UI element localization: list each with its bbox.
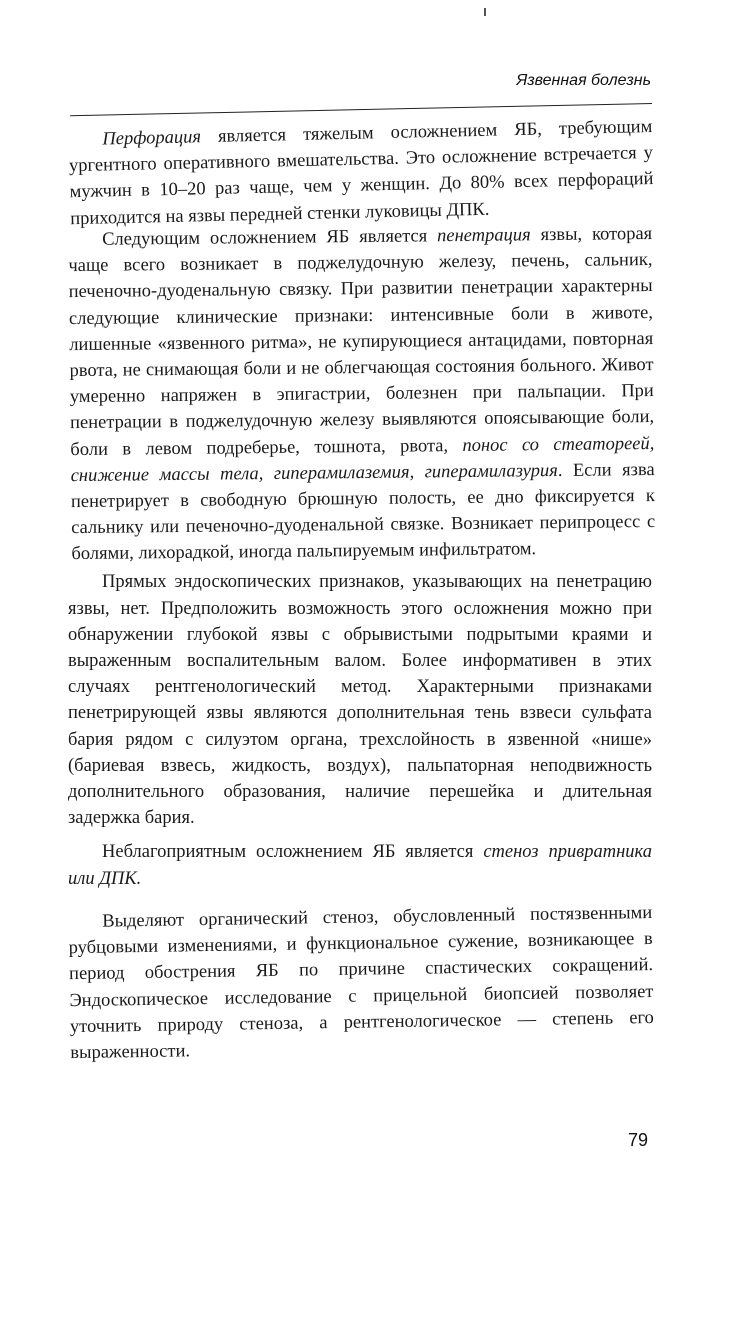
paragraph-text: Прямых эндоскопических признаков, указывающих на пенетрацию язвы, нет. Предположить возможность этого осложнения можно при обнаружении глубокой язвы с обрывистыми подрытыми краями и выраженным воспалительным валом. Более информативен в этих случаях рентгенологический метод. Характерными признаками пенетрирующей язвы являются дополнительная тень взвеси сульфата бария рядом с силуэтом органа, трехслойность в язвенной «нише» (бариевая взвесь, жидкость, воздух), пальпаторная неподвижность дополнительного образования, наличие перешейка и длительная задержка бария. <box>68 572 652 829</box>
paragraph-text: Выделяют органический стеноз, обусловленный постязвенными рубцовыми изменениями, и функциональное сужение, возникающее в период обострения ЯБ по причине спастических сокращений. Эндоскопическое исследование с прицельной биопсией позволяет уточнить природу стеноза, а рентгенологическое — степень его выраженности. <box>68 902 655 1064</box>
paragraph-perforation <box>68 114 654 232</box>
paragraph-text: Неблагоприятным осложнением ЯБ является <box>102 842 484 863</box>
scan-mark <box>484 8 486 16</box>
term-stenosis: стеноз привратника или ДПК. <box>68 842 652 889</box>
body-text <box>68 114 656 1065</box>
paragraph-penetration <box>68 221 656 568</box>
running-header: Язвенная болезнь <box>516 72 651 89</box>
paragraph-text: . Если язва пенетрирует в свободную брюшную полость, ее дно фиксируется к сальнику или печеночно-дуоденальной связке. Возникает перипроцесс с болями, лихорадкой, иногда пальпируемым инфильтратом. <box>70 459 656 565</box>
paragraph-stenosis <box>68 839 652 891</box>
term-perforation: Перфорация <box>102 127 202 150</box>
paragraph-text: является тяжелым осложнением ЯБ, требующим ургентного оперативного вмешательства. Это осложнение встречается у мужчин в 10–20 раз чаще, чем у женщин. До 80% всех перфораций приходится на язвы передней стенки луковицы ДПК. <box>68 116 654 229</box>
paragraph-stenosis-types <box>68 900 654 1066</box>
term-penetration: пенетрация <box>436 225 531 247</box>
paragraph-text: язвы, которая чаще всего возникает в поджелудочную железу, печень, сальник, печеночно-дуоденальную связку. При развитии пенетрации характерны следующие клинические признаки: интенсивные боли в животе, лишенные «язвенного ритма», не купирующиеся антацидами, повторная рвота, не снимающая боли и не облегчающая состояния больного. Живот умеренно напряжен в эпигастрии, болезнен при пальпации. При пенетрации в поджелудочную железу выявляются опоясывающие боли, боли в левом подреберье, тошнота, рвота, <box>68 223 655 460</box>
italic-symptoms: понос со стеатореей, снижение массы тела, гиперамилаземия, гиперамилазурия <box>70 433 655 486</box>
page-number: 79 <box>627 1130 648 1150</box>
paragraph-text: Следующим осложнением ЯБ является <box>102 226 438 250</box>
paragraph-endoscopic-signs <box>68 569 652 831</box>
